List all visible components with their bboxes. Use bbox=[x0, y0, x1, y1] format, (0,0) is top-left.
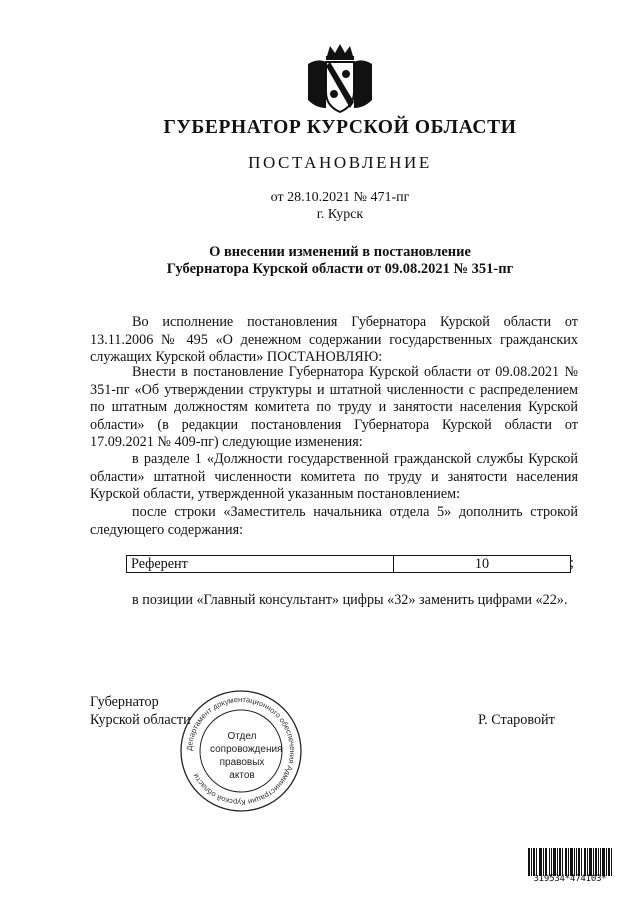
table-cell-count: 10 bbox=[394, 556, 571, 573]
staffing-table bbox=[126, 555, 571, 573]
paragraph-section: в разделе 1 «Должности государственной гражданской службы Курской области» штатной численности комитета по труду и занятости населения Курской области, утвержденной указанным постановлением: bbox=[90, 451, 578, 502]
stamp-line1: Отдел bbox=[227, 731, 257, 742]
table-end-mark: ; bbox=[570, 555, 574, 571]
authority-title: ГУБЕРНАТОР КУРСКОЙ ОБЛАСТИ bbox=[163, 117, 517, 138]
document-date-number: от 28.10.2021 № 471-пг bbox=[270, 190, 410, 205]
paragraph-insert-row: после строки «Заместитель начальника отдела 5» дополнить строкой следующего содержания: bbox=[90, 504, 578, 538]
document-city: г. Курск bbox=[316, 207, 364, 222]
stamp-ring-text: Департамент документационного обеспечения Администрации Курской области bbox=[184, 694, 298, 808]
document-heading-line2: Губернатора Курской области от 09.08.2021 № 351-пг bbox=[166, 261, 514, 277]
signatory-role-line1: Губернатор bbox=[90, 694, 159, 710]
document-type: ПОСТАНОВЛЕНИЕ bbox=[248, 153, 432, 172]
document-heading-line1: О внесении изменений в постановление bbox=[209, 244, 471, 260]
table-row bbox=[127, 556, 571, 573]
paragraph-preamble: Во исполнение постановления Губернатора Курской области от 13.11.2006 № 495 «О денежном содержании государственных гражданских служащих Курской области» ПОСТАНОВЛЯЮ: bbox=[90, 314, 578, 365]
barcode bbox=[528, 848, 612, 876]
signatory-name: Р. Старовойт bbox=[478, 712, 555, 728]
table-cell-position: Референт bbox=[127, 556, 394, 573]
paragraph-amendment: Внести в постановление Губернатора Курской области от 09.08.2021 № 351-пг «Об утверждении структуры и штатной численности с распределением по штатным должностям комитета по труду и занятости населения Курской области» (в редакции постановления Губернатора Курской области от 17.09.2021 № 409-пг) следующие изменения: bbox=[90, 364, 578, 450]
signatory-role-line2: Курской области bbox=[90, 712, 191, 728]
paragraph-replace-figures: в позиции «Главный консультант» цифры «32» заменить цифрами «22». bbox=[132, 592, 568, 608]
coat-of-arms-emblem bbox=[300, 42, 380, 114]
stamp-line4: актов bbox=[229, 770, 255, 781]
stamp-line3: правовых bbox=[219, 757, 265, 768]
stamp-line2: сопровождения bbox=[210, 744, 283, 755]
barcode-number: 319534*474103* bbox=[533, 874, 607, 884]
